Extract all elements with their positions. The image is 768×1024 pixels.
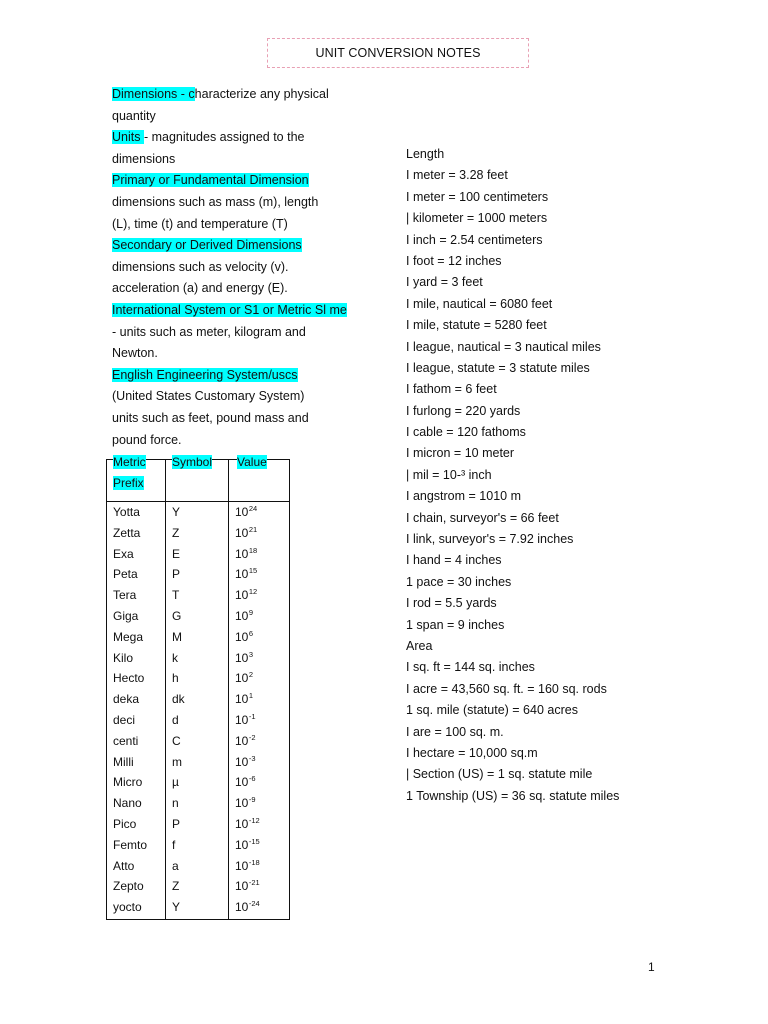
prefix-value: [235, 814, 260, 837]
conversion-line: I yard = 3 feet: [406, 275, 483, 290]
conversion-line: I are = 100 sq. m.: [406, 724, 504, 739]
prefix-value: [235, 772, 256, 795]
prefix-value: [235, 876, 260, 899]
value-base: 10: [235, 879, 249, 894]
prefix-name: Yotta: [113, 505, 140, 519]
table-row: [106, 544, 290, 565]
value-base: 10: [235, 692, 249, 707]
value-base: 10: [235, 796, 249, 811]
value-exponent: 15: [248, 566, 258, 576]
definition-line: [112, 365, 372, 387]
definition-line: [112, 170, 372, 192]
highlighted-term: English Engineering System/uscs: [112, 367, 298, 382]
prefix-symbol: µ: [172, 775, 179, 790]
table-row: [106, 876, 290, 897]
conversion-line: 1 Township (US) = 36 sq. statute miles: [406, 788, 620, 803]
prefix-symbol: Y: [172, 900, 181, 915]
table-row: [106, 627, 290, 648]
definition-line: [112, 408, 372, 430]
table-row: [106, 585, 290, 606]
title-box: [267, 38, 529, 68]
page-number: 1: [648, 960, 655, 974]
conversions-column: [406, 144, 746, 807]
highlighted-term: Dimensions - c: [112, 87, 195, 101]
prefix-symbol: f: [172, 837, 176, 852]
prefix-symbol: C: [172, 733, 181, 748]
definition-text: (L), time (t) and temperature (T): [112, 216, 288, 231]
prefix-value: [235, 752, 256, 775]
table-row: [106, 793, 290, 814]
prefix-value: [235, 731, 256, 754]
value-exponent: 12: [248, 587, 258, 597]
definitions-column: [112, 84, 372, 451]
prefix-name: yocto: [113, 900, 142, 915]
prefix-symbol: dk: [172, 692, 185, 707]
value-base: 10: [235, 505, 249, 519]
conversion-line: I angstrom = 1010 m: [406, 489, 521, 504]
prefix-name: Milli: [113, 754, 134, 769]
conversion-line: 1 pace = 30 inches: [406, 574, 512, 589]
prefix-name: Zetta: [113, 525, 141, 540]
value-exponent: 18: [248, 545, 258, 555]
prefix-name: Femto: [113, 837, 148, 852]
prefix-name: Micro: [113, 775, 143, 790]
value-base: 10: [235, 900, 249, 915]
prefix-symbol: P: [172, 817, 181, 831]
conversion-line: I league, statute = 3 statute miles: [406, 360, 590, 375]
prefix-value: [235, 689, 253, 712]
prefix-symbol: M: [172, 629, 182, 644]
section-heading: Area: [406, 638, 433, 653]
conversion-line: I furlong = 220 yards: [406, 403, 521, 418]
definition-line: [112, 257, 372, 279]
conversion-line: I foot = 12 inches: [406, 253, 502, 268]
prefix-name: centi: [113, 733, 139, 748]
value-exponent: -6: [248, 774, 256, 784]
definition-line: [112, 84, 372, 106]
header-metric: Metric: [113, 455, 146, 469]
prefix-value: [235, 502, 257, 525]
value-base: 10: [235, 629, 249, 644]
conversion-line: 1 span = 9 inches: [406, 617, 505, 632]
conversion-line: I league, nautical = 3 nautical miles: [406, 339, 601, 354]
table-row: [106, 772, 290, 793]
table-row: [106, 710, 290, 731]
highlighted-term: Secondary or Derived Dimensions: [112, 238, 302, 253]
value-exponent: -12: [248, 816, 260, 825]
value-exponent: -24: [248, 899, 260, 909]
highlighted-term: International System or S1 or Metric Sl me: [112, 302, 347, 317]
prefix-value: [235, 606, 253, 629]
value-base: 10: [235, 588, 249, 603]
value-exponent: 3: [248, 649, 254, 659]
definition-text: pound force.: [112, 432, 182, 447]
header-prefix: Prefix: [113, 476, 144, 490]
definition-line: [112, 106, 372, 128]
value-base: 10: [235, 754, 249, 769]
prefix-symbol: m: [172, 754, 182, 769]
value-base: 10: [235, 775, 249, 790]
conversion-line: I cable = 120 fathoms: [406, 425, 526, 440]
table-row: [106, 814, 290, 835]
definition-text: dimensions such as velocity (v).: [112, 259, 289, 274]
header-symbol: Symbol: [172, 455, 213, 469]
prefix-value: [235, 710, 256, 733]
prefix-name: deka: [113, 692, 140, 707]
prefix-value: [235, 835, 260, 858]
definition-text: units such as feet, pound mass and: [112, 410, 309, 425]
prefix-name: Exa: [113, 546, 134, 561]
prefix-name: Hecto: [113, 671, 145, 686]
prefix-name: Tera: [113, 588, 137, 603]
prefix-value: [235, 523, 257, 546]
definition-line: [112, 300, 372, 322]
metric-prefix-table: [106, 455, 290, 920]
value-base: 10: [235, 671, 249, 686]
definition-text: acceleration (a) and energy (E).: [112, 281, 288, 296]
table-row: [106, 606, 290, 627]
table-row: [106, 564, 290, 585]
header-value: Value: [237, 455, 267, 469]
prefix-symbol: Y: [172, 505, 181, 519]
value-exponent: 24: [248, 504, 258, 513]
conversion-line: | mil = 10-³ inch: [406, 467, 492, 482]
conversion-line: I mile, statute = 5280 feet: [406, 318, 547, 333]
table-row: [106, 897, 290, 918]
value-base: 10: [235, 650, 249, 665]
value-base: 10: [235, 713, 249, 727]
value-base: 10: [235, 525, 249, 540]
definition-line: [112, 343, 372, 365]
definition-line: [112, 430, 372, 452]
prefix-name: Giga: [113, 609, 139, 623]
conversion-line: I link, surveyor's = 7.92 inches: [406, 532, 574, 547]
prefix-symbol: a: [172, 858, 179, 873]
highlighted-term: Units: [112, 130, 144, 145]
value-base: 10: [235, 567, 249, 582]
definition-line: [112, 322, 372, 344]
table-row: [106, 856, 290, 877]
prefix-symbol: E: [172, 546, 181, 561]
prefix-value: [235, 897, 260, 920]
conversion-line: | kilometer = 1000 meters: [406, 211, 548, 226]
prefix-name: Pico: [113, 817, 137, 831]
definition-line: [112, 386, 372, 408]
definition-text: - magnitudes assigned to the: [143, 130, 305, 145]
prefix-name: Peta: [113, 567, 138, 582]
value-exponent: 2: [248, 670, 254, 680]
definition-line: [112, 149, 372, 171]
conversion-line: I meter = 3.28 feet: [406, 168, 508, 183]
conversion-line: 1 sq. mile (statute) = 640 acres: [406, 703, 578, 718]
table-row: [106, 523, 290, 544]
value-exponent: -15: [248, 836, 260, 846]
table-row: [106, 689, 290, 710]
definition-line: [112, 192, 372, 214]
value-exponent: -2: [248, 732, 256, 742]
prefix-symbol: d: [172, 713, 179, 727]
definition-text: quantity: [112, 108, 156, 123]
prefix-symbol: G: [172, 609, 182, 623]
prefix-name: Atto: [113, 858, 135, 873]
definition-text: Newton.: [112, 346, 158, 361]
conversion-line: I inch = 2.54 centimeters: [406, 232, 543, 247]
conversion-line: I hectare = 10,000 sq.m: [406, 745, 538, 760]
value-exponent: -3: [248, 753, 256, 763]
conversion-line: I chain, surveyor's = 66 feet: [406, 510, 559, 525]
prefix-value: [235, 668, 253, 691]
value-exponent: 21: [248, 524, 258, 534]
prefix-value: [235, 585, 257, 608]
prefix-value: [235, 564, 257, 587]
value-base: 10: [235, 609, 249, 623]
prefix-value: [235, 544, 257, 567]
prefix-symbol: k: [172, 650, 178, 665]
prefix-value: [235, 648, 253, 671]
conversion-line: I mile, nautical = 6080 feet: [406, 296, 553, 311]
definition-text: haracterize any physical: [194, 87, 329, 101]
value-base: 10: [235, 817, 249, 831]
value-base: 10: [235, 858, 249, 873]
table-row: [106, 668, 290, 689]
table-border-bottom: [106, 919, 290, 920]
prefix-name: deci: [113, 713, 136, 727]
prefix-symbol: Z: [172, 879, 180, 894]
conversion-line: I meter = 100 centimeters: [406, 189, 549, 204]
value-base: 10: [235, 546, 249, 561]
prefix-name: Kilo: [113, 650, 134, 665]
definition-line: [112, 127, 372, 149]
table-row: [106, 731, 290, 752]
conversion-line: I micron = 10 meter: [406, 446, 515, 461]
definition-line: [112, 235, 372, 257]
value-exponent: -21: [248, 878, 260, 888]
section-heading: Length: [406, 147, 445, 161]
table-row: [106, 648, 290, 669]
definition-text: dimensions: [112, 151, 176, 166]
value-exponent: 1: [248, 691, 254, 701]
prefix-name: Nano: [113, 796, 142, 811]
prefix-symbol: P: [172, 567, 181, 582]
value-base: 10: [235, 837, 249, 852]
value-exponent: -9: [248, 795, 256, 805]
prefix-name: Mega: [113, 629, 144, 644]
prefix-symbol: h: [172, 671, 179, 686]
conversion-line: | Section (US) = 1 sq. statute mile: [406, 767, 593, 782]
value-exponent: 9: [248, 608, 254, 617]
value-exponent: -18: [248, 857, 260, 867]
conversion-line: I rod = 5.5 yards: [406, 596, 497, 611]
prefix-name: Zepto: [113, 879, 144, 894]
definition-text: (United States Customary System): [112, 389, 305, 404]
definition-line: [112, 214, 372, 236]
prefix-symbol: Z: [172, 525, 180, 540]
conversion-line: I fathom = 6 feet: [406, 382, 497, 397]
conversion-line: I acre = 43,560 sq. ft. = 160 sq. rods: [406, 681, 607, 696]
document-title: UNIT CONVERSION NOTES: [315, 46, 481, 60]
header-metric-prefix: [113, 452, 146, 494]
table-row: [106, 835, 290, 856]
value-exponent: 6: [248, 628, 254, 638]
highlighted-term: Primary or Fundamental Dimension: [112, 173, 309, 188]
prefix-value: [235, 856, 260, 879]
definition-text: dimensions such as mass (m), length: [112, 194, 319, 209]
prefix-value: [235, 793, 256, 816]
conversion-line: I sq. ft = 144 sq. inches: [406, 660, 535, 675]
prefix-value: [235, 627, 253, 650]
table-row: [106, 752, 290, 773]
prefix-symbol: T: [172, 588, 180, 603]
value-base: 10: [235, 733, 249, 748]
definition-text: - units such as meter, kilogram and: [112, 324, 306, 339]
prefix-symbol: n: [172, 796, 179, 811]
definition-line: [112, 278, 372, 300]
conversion-line: I hand = 4 inches: [406, 553, 502, 568]
table-row: [106, 502, 290, 523]
value-exponent: -1: [248, 712, 256, 721]
